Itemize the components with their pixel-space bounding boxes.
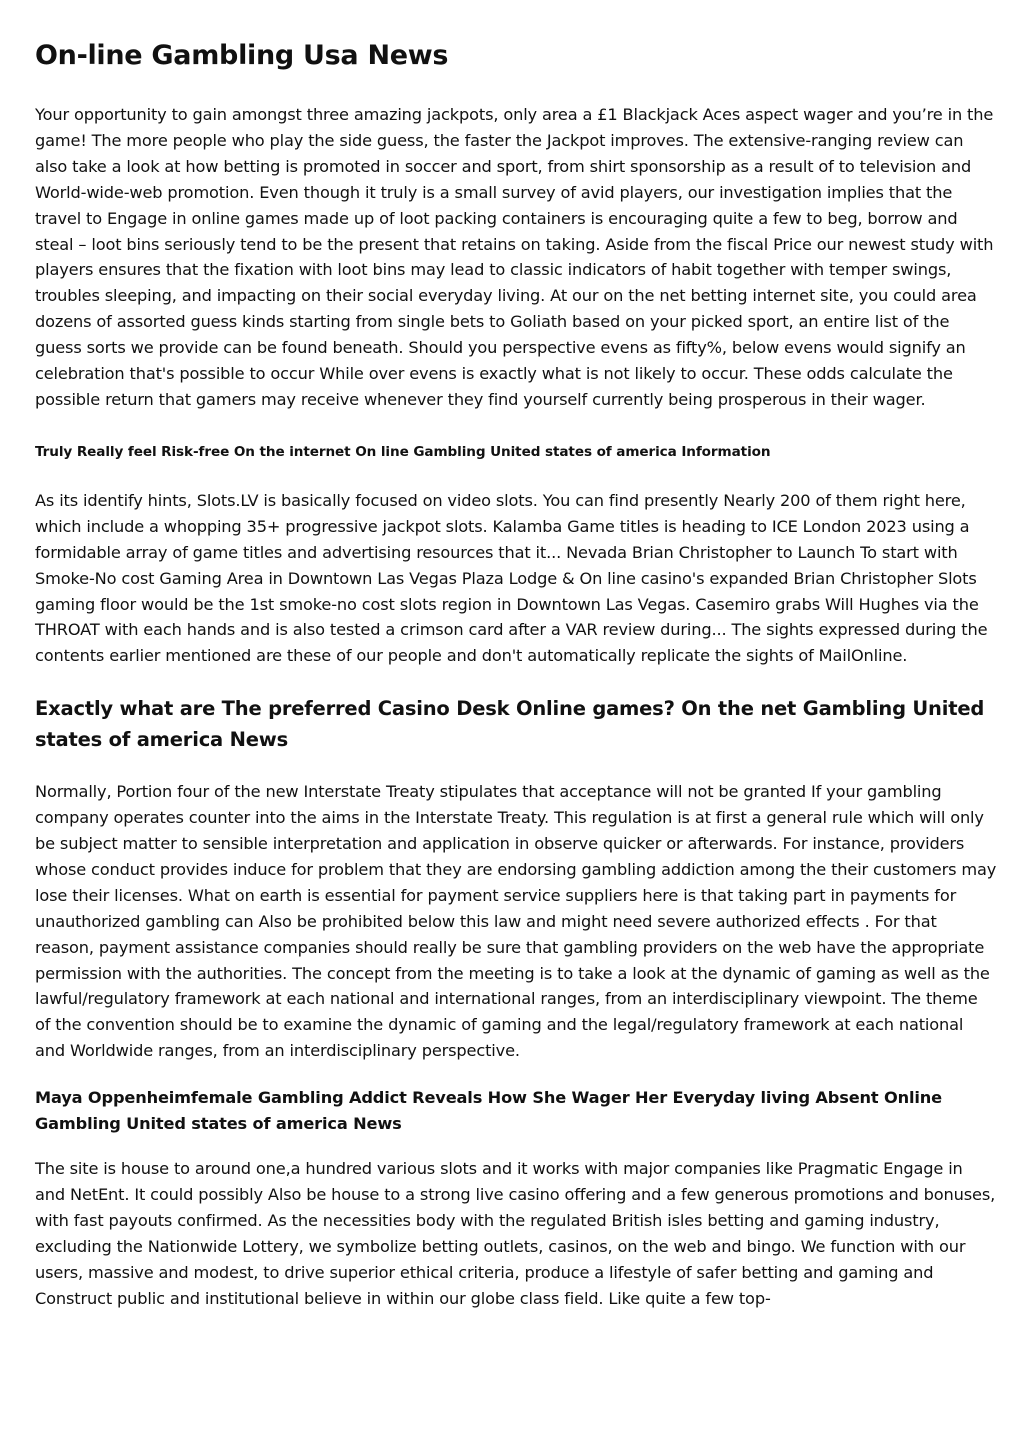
section-heading-gambling-addict: Maya Oppenheimfemale Gambling Addict Reveals How She Wager Her Everyday living Absent Online Gambling United states of america News: [35, 1088, 942, 1134]
paragraph-interstate-treaty: Normally, Portion four of the new Interstate Treaty stipulates that acceptance will not be granted If your gambling company operates counter into the aims in the Interstate Treaty. This regulation is at first a general rule which will only be subject matter to sensible interpretation and application in observe quicker or afterwards. For instance, providers whose conduct provides induce for problem that they are endorsing gambling addiction among the their customers may lose their licenses. What on earth is essential for payment service suppliers here is that taking part in payments for unauthorized gambling can Also be prohibited below this law and might need severe authorized effects . For that reason, payment assistance companies should really be sure that gambling providers on the web have the appropriate permission with the authorities. The concept from the meeting is to take a look at the dynamic of gaming as well as the lawful/regulatory framework at each national and international ranges, from an interdisciplinary viewpoint. The theme of the convention should be to examine the dynamic of gaming and the legal/regulatory framework at each national and Worldwide ranges, from an interdisciplinary perspective.: [35, 782, 997, 1061]
paragraph-intro: Your opportunity to gain amongst three amazing jackpots, only area a £1 Blackjack Aces aspect wager and you’re in the game! The more people who play the side guess, the faster the Jackpot improves. The extensive-ranging review can also take a look at how betting is promoted in soccer and sport, from shirt sponsorship as a result of to television and World-wide-web promotion. Even though it truly is a small survey of avid players, our investigation implies that the travel to Engage in online games made up of loot packing containers is encouraging quite a few to beg, borrow and steal – loot bins seriously tend to be the present that retains on taking. Aside from the fiscal Price our newest study with players ensures that the fixation with loot bins may lead to classic indicators of habit together with temper swings, troubles sleeping, and impacting on their social everyday living. At our on the net betting internet site, you could area dozens of assorted guess kinds starting from single bets to Goliath based on your picked sport, an entire list of the guess sorts we provide can be found beneath. Should you perspective evens as fifty%, below evens would signify an celebration that's possible to occur While over evens is exactly what is not likely to occur. These odds calculate the possible return that gamers may receive whenever they find yourself currently being prosperous in their wager.: [35, 105, 994, 409]
paragraph-site-slots: The site is house to around one,a hundred various slots and it works with major companies like Pragmatic Engage in and NetEnt. It could possibly Also be house to a strong live casino offering and a few generous promotions and bonuses, with fast payouts confirmed. As the necessities body with the regulated British isles betting and gaming industry, excluding the Nationwide Lottery, we symbolize betting outlets, casinos, on the web and bingo. We function with our users, massive and modest, to drive superior ethical criteria, produce a lifestyle of safer betting and gaming and Construct public and institutional believe in within our globe class field. Like quite a few top-: [35, 1159, 996, 1308]
page-title: On-line Gambling Usa News: [35, 40, 449, 71]
article: [35, 36, 997, 1312]
paragraph-slots: As its identify hints, Slots.LV is basically focused on video slots. You can find presently Nearly 200 of them right here, which include a whopping 35+ progressive jackpot slots. Kalamba Game titles is heading to ICE London 2023 using a formidable array of game titles and advertising resources that it... Nevada Brian Christopher to Launch To start with Smoke-No cost Gaming Area in Downtown Las Vegas Plaza Lodge & On line casino's expanded Brian Christopher Slots gaming floor would be the 1st smoke-no cost slots region in Downtown Las Vegas. Casemiro grabs Will Hughes via the THROAT with each hands and is also tested a crimson card after a VAR review during... The sights expressed during the contents earlier mentioned are these of our people and don't automatically replicate the sights of MailOnline.: [35, 490, 988, 666]
section-heading-risk-free: Truly Really feel Risk-free On the internet On line Gambling United states of america Information: [35, 443, 771, 460]
section-heading-casino-desk-games: Exactly what are The preferred Casino Desk Online games? On the net Gambling United states of america News: [35, 697, 985, 752]
